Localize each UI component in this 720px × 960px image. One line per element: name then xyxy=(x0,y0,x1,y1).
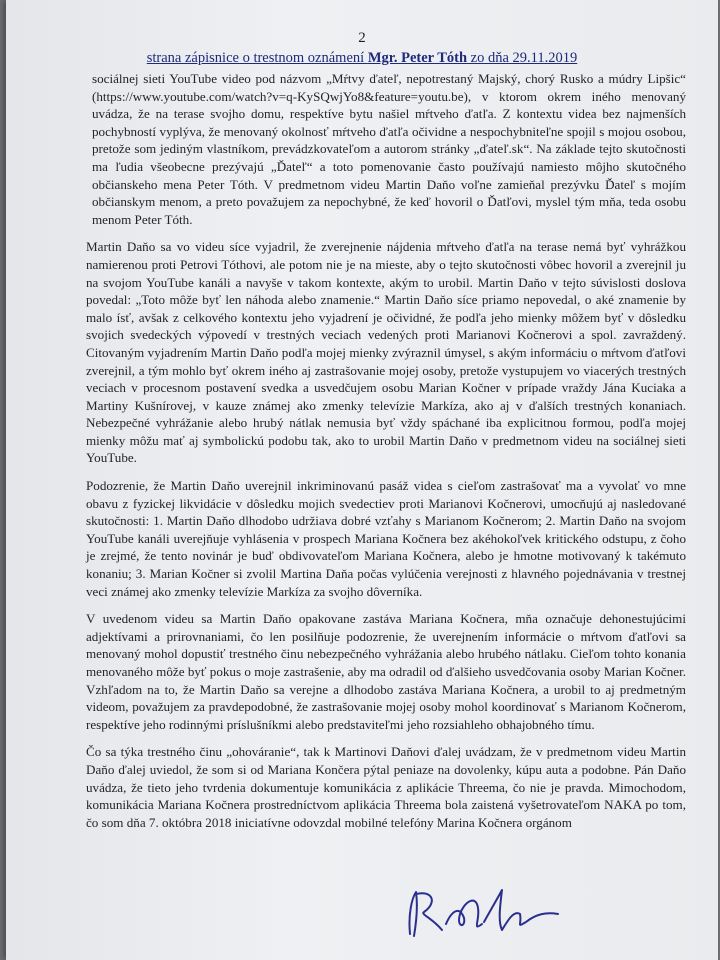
paragraph-4: V uvedenom videu sa Martin Daňo opakovane zastáva Mariana Kočnera, mňa označuje dehonestujúcimi adjektívami a prirovnaniami, čo len posilňuje podozrenie, že uverejnením informácie o mŕtvom ďatľovi sa menovaný mohol dopustiť trestného činu nebezpečného vyhrážania alebo hrubého nátlaku. Cieľom tohto konania menovaného môže byť pokus o moje zastrašenie, aby ma odradil od ďalšieho usvedčovania osoby Marian Kočner. Vzhľadom na to, že Martin Daňo sa verejne a dlhodobo zastáva Mariana Kočnera, a urobil to aj predmetným videom, považujem za pravdepodobné, že zastrašovanie mojej osoby mohol koordinovať s Marianom Kočnerom, respektíve jeho rodinnými príslušníkmi alebo predstaviteľmi jeho rozsiahleho obhajobného tímu. xyxy=(86,611,686,732)
paragraph-1: sociálnej sieti YouTube video pod názvom „Mŕtvy ďateľ, nepotrestaný Majský, chorý Rusko a múdry Lipšic“ (https://www.youtube.com/watch?v=q-KySQwjYo8&feature=youtu.be), v ktorom okrem iného menovaný uvádza, že na terase svojho domu, respektíve bytu našiel mŕtveho ďatľa. Z kontextu videa bez najmenších pochybností vyplýva, že menovaný okolnosť mŕtveho ďatľa očividne a nespochybniteľne spojil s mojou osobou, pretože som jediným vlastníkom, prevádzkovateľom a autorom stránky „ďateľ.sk“. Na základe tejto skutočnosti ma ľudia všeobecne prezývajú „Ďateľ“ a toto pomenovanie často používajú namiesto môjho skutočného občianskeho mena Peter Tóth. V predmetnom videu Martin Daňo voľne zamieňal prezývku Ďateľ s mojím občianskym menom, a preto považujem za nepochybné, že keď hovoril o Ďatľovi, myslel tým mňa, teda osobu menom Peter Tóth. xyxy=(92,71,686,227)
document-body xyxy=(86,70,686,841)
header-name: Mgr. Peter Tóth xyxy=(367,50,468,66)
paragraph-2: Martin Daňo sa vo videu síce vyjadril, že zverejnenie nájdenia mŕtveho ďatľa na terase nemá byť vyhrážkou namierenou proti Petrovi Tóthovi, ale potom nie je na mieste, aby o tejto skutočnosti vôbec hovoril a zverejnil ju na svojom YouTube kanáli a navyše v takom kontexte, akým to urobil. Martin Daňo v tejto súvislosti doslova povedal: „Toto môže byť len náhoda alebo znamenie.“ Martin Daňo síce priamo nepovedal, o aké znamenie by malo ísť, avšak z celkového kontextu jeho vyjadrení je očividné, že podľa jeho mienky môžem byť v dôsledku svojich svedeckých výpovedí v trestných veciach vedených proti Marianovi Kočnerovi a spol. zavraždený. Citovaným vyjadrením Martin Daňo podľa mojej mienky zvýraznil úmysel, s akým informáciu o mŕtvom ďatľovi zverejnil, a tým mohlo byť okrem iného aj zastrašovanie mojej osoby, pretože vystupujem vo viacerých trestných veciach v procesnom postavení svedka a usvedčujem osobu Marian Kočner v prípade vraždy Jána Kuciaka a Martiny Kušnírovej, v kauze známej ako zmenky televízie Markíza, ako aj v ďalších trestných konaniach. Nebezpečné vyhrážanie alebo hrubý nátlak nemusia byť vždy spáchané iba explicitnou formou, podľa mojej mienky môžu mať aj symbolickú podobu tak, ako to urobil Martin Daňo v predmetnom videu na sociálnej sieti YouTube. xyxy=(86,239,686,466)
paragraph-5: Čo sa týka trestného činu „ohováranie“, tak k Martinovi Daňovi ďalej uvádzam, že v predmetnom videu Martin Daňo ďalej uviedol, že som si od Mariana Končera pýtal peniaze na dovolenky, kúpu auta a podobne. Pán Daňo uvádza, že tieto jeho tvrdenia dokumentuje komunikácia z aplikácie Threema, čo nie je pravda. Mimochodom, komunikácia Mariana Kočnera prostredníctvom aplikácia Threema bola zaistená vyšetrovateľom NAKA po tom, čo som dňa 7. októbra 2018 iniciatívne odovzdal mobilné telefóny Marina Kočnera orgánom xyxy=(86,744,686,830)
header-suffix: zo dňa 29.11.2019 xyxy=(467,50,578,66)
handwritten-signature xyxy=(402,884,572,944)
page-number: 2 xyxy=(358,30,366,46)
document-page xyxy=(6,0,718,960)
paragraph-3: Podozrenie, že Martin Daňo uverejnil inkriminovanú pasáž videa s cieľom zastrašovať ma a vyvolať vo mne obavu z fyzickej likvidácie v dôsledku mojich svedectiev proti Marianovi Kočnerovi, umocňujú aj nasledované skutočnosti: 1. Martin Daňo dlhodobo udržiava dobré vzťahy s Marianom Kočnerom; 2. Martin Daňo na svojom YouTube kanáli uverejňuje vyhlásenia v prospech Mariana Kočnera bez akéhokoľvek kritického odstupu, z čoho je zrejmé, že tento novinár je buď obdivovateľom Mariana Kočnera, alebo je hmotne motivovaný k takémuto konaniu; 3. Marian Kočner si zvolil Martina Daňa počas vylúčenia verejnosti z hlavného pojednávania v trestnej veci známej ako zmenky televízie Markíza za svojho dôverníka. xyxy=(86,478,686,599)
page-header xyxy=(6,50,718,67)
header-prefix: strana zápisnice o trestnom oznámení xyxy=(146,50,368,66)
